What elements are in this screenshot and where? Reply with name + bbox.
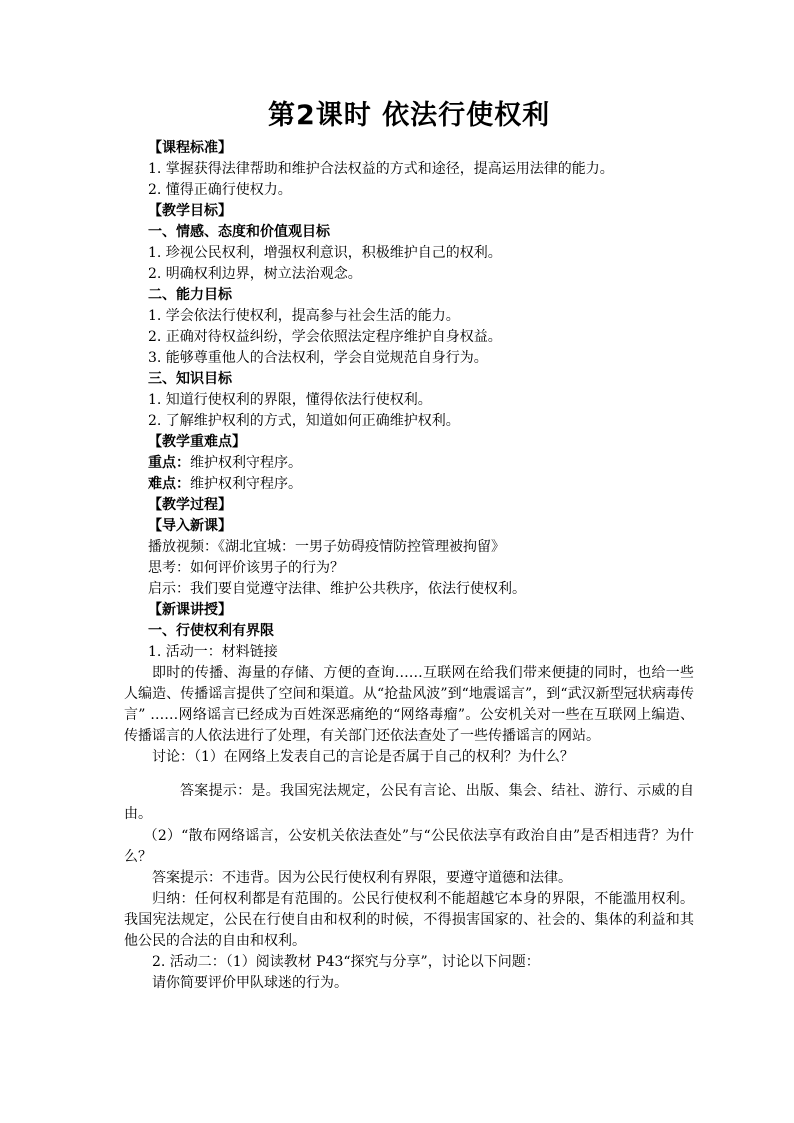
material-paragraph: 即时的传播、海量的存储、方便的查询……互联网在给我们带来便捷的同时，也给一些人编造、传播谣言提供了空间和渠道。从“抢盐风波”到“地震谣言”，到“武汉新型冠状病毒传言” ……网络谣言已经成为百姓深恶痛绝的“网络毒瘤”。公安机关对一些在互联网上编造、传播谣言的人依法进行了处理，有关部门还依法查处了一些传播谣言的网站。 [124,665,694,744]
text-line: 1. 学会依法行使权利，提高参与社会生活的能力。 [148,308,460,324]
subheading-ability: 二、能力目标 [148,287,232,303]
heading-course-standard: 【课程标准】 [148,140,232,156]
text-line: 1. 珍视公民权利，增强权利意识，积极维护自己的权利。 [148,245,502,261]
text-line: 1. 知道行使权利的界限，懂得依法行使权利。 [148,392,432,408]
difficult-point-label: 难点： [148,476,190,492]
text-line: 启示：我们要自觉遵守法律、维护公共秩序，依法行使权利。 [148,581,526,597]
subheading-rights-limits: 一、行使权利有界限 [148,623,274,639]
answer-hint-1: 答案提示：是。我国宪法规定，公民有言论、出版、集会、结社、游行、示威的自由。 [124,783,694,822]
key-point-label: 重点： [148,455,190,471]
question-line: 请你简要评价甲队球迷的行为。 [152,975,348,991]
heading-teaching-goals: 【教学目标】 [148,203,232,219]
text-line: 2. 明确权利边界，树立法治观念。 [148,266,362,282]
difficult-point-text: 维护权利守程序。 [190,476,302,492]
text-line: 播放视频：《湖北宜城：一男子妨碍疫情防控管理被拘留》 [148,539,505,555]
answer-hint-2: 答案提示：不违背。因为公民行使权利有界限，要遵守道德和法律。 [152,870,572,886]
text-line: 1. 活动一：材料链接 [148,644,278,660]
text-line: 3. 能够尊重他人的合法权利，学会自觉规范自身行为。 [148,350,488,366]
key-point-line [148,453,694,474]
summary-paragraph: 归纳：任何权利都是有范围的。公民行使权利不能超越它本身的界限，不能滥用权利。我国宪法规定，公民在行使自由和权利的时候，不得损害国家的、社会的、集体的利益和其他公民的合法的自由和权利。 [124,891,694,949]
text-line: 2. 懂得正确行使权力。 [148,182,292,198]
heading-new-lesson: 【新课讲授】 [148,602,232,618]
page-title: 第2课时 依法行使权利 [268,100,551,131]
activity-two: 2. 活动二：（1）阅读教材 P43“探究与分享”，讨论以下问题： [152,954,540,970]
subheading-knowledge: 三、知识目标 [148,371,232,387]
subheading-emotion: 一、情感、态度和价值观目标 [148,224,330,240]
text-line: 思考：如何评价该男子的行为？ [148,560,344,576]
discussion-question-2: （2）“散布网络谣言，公安机关依法查处”与“公民依法享有政治自由”是否相违背？为什么？ [124,828,694,865]
heading-teaching-process: 【教学过程】 [148,497,232,513]
heading-key-points: 【教学重难点】 [148,434,246,450]
text-line: 1. 掌握获得法律帮助和维护合法权益的方式和途径，提高运用法律的能力。 [148,161,614,177]
text-line: 2. 了解维护权利的方式，知道如何正确维护权利。 [148,413,460,429]
heading-intro: 【导入新课】 [148,518,232,534]
text-line: 2. 正确对待权益纠纷，学会依照法定程序维护自身权益。 [148,329,502,345]
difficult-point-line [148,474,694,495]
key-point-text: 维护权利守程序。 [190,455,302,471]
discussion-question-1: 讨论：（1）在网络上发表自己的言论是否属于自己的权利？为什么？ [152,749,574,765]
